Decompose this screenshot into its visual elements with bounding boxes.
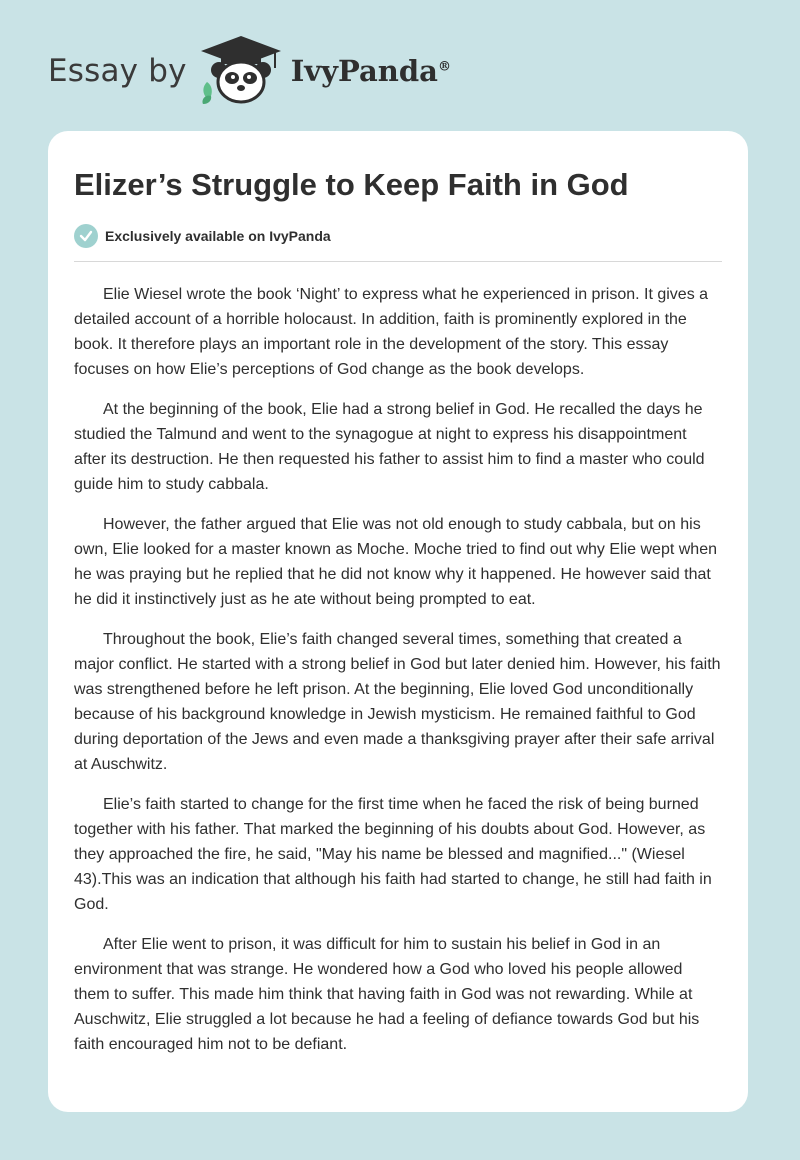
check-icon [74, 224, 98, 248]
essay-body [74, 282, 722, 1057]
essay-by-label: Essay by [48, 53, 187, 89]
paragraph: Elie’s faith started to change for the first time when he faced the risk of being burned together with his father. That marked the beginning of his doubts about God. However, as they approached the fire, he said, "May his name be blessed and magnified..." (Wiesel 43).This was an indication that although his faith had started to change, he still had faith in God. [74, 796, 712, 913]
panda-graduate-icon[interactable] [199, 34, 283, 109]
paragraph: At the beginning of the book, Elie had a strong belief in God. He recalled the days he studied the Talmund and went to the synagogue at night to express his disappointment after its destruction. He then requested his father to assist him to find a master who could guide him to study cabbala. [74, 401, 705, 493]
paragraph: However, the father argued that Elie was not old enough to study cabbala, but on his own, Elie looked for a master known as Moche. Moche tried to find out why Elie wept when he was praying but he replied that he did not know why it happened. He however said that he did it instinctively just as he ate without being prompted to eat. [74, 516, 717, 608]
paragraph: Elie Wiesel wrote the book ‘Night’ to express what he experienced in prison. It gives a detailed account of a horrible holocaust. In addition, faith is prominently explored in the book. It therefore plays an important role in the development of the story. This essay focuses on how Elie’s perceptions of God change as the book develops. [74, 286, 709, 378]
paragraph: Throughout the book, Elie’s faith changed several times, something that created a major conflict. He started with a strong belief in God but later denied him. However, his faith was strengthened before he left prison. At the beginning, Elie loved God unconditionally because of his background knowledge in Jewish mysticism. He remained faithful to God during deportation of the Jews and even made a thanksgiving prayer after their safe arrival at Auschwitz. [74, 631, 721, 773]
brand-name[interactable]: IvyPanda® [290, 54, 451, 88]
paragraph: After Elie went to prison, it was difficult for him to sustain his belief in God in an environment that was strange. He wondered how a God who loved his people allowed them to suffer. This made him think that having faith in God was not rewarding. While at Auschwitz, Elie struggled a lot because he had a feeling of defiance towards God but his faith encouraged him not to be defiant. [74, 936, 700, 1053]
registered-mark: ® [437, 59, 451, 75]
exclusive-badge-label: Exclusively available on IvyPanda [105, 228, 331, 244]
essay-card [48, 131, 748, 1112]
essay-title: Elizer’s Struggle to Keep Faith in God [74, 167, 629, 202]
exclusive-badge [74, 224, 722, 248]
site-header [48, 36, 451, 106]
divider [74, 261, 722, 262]
